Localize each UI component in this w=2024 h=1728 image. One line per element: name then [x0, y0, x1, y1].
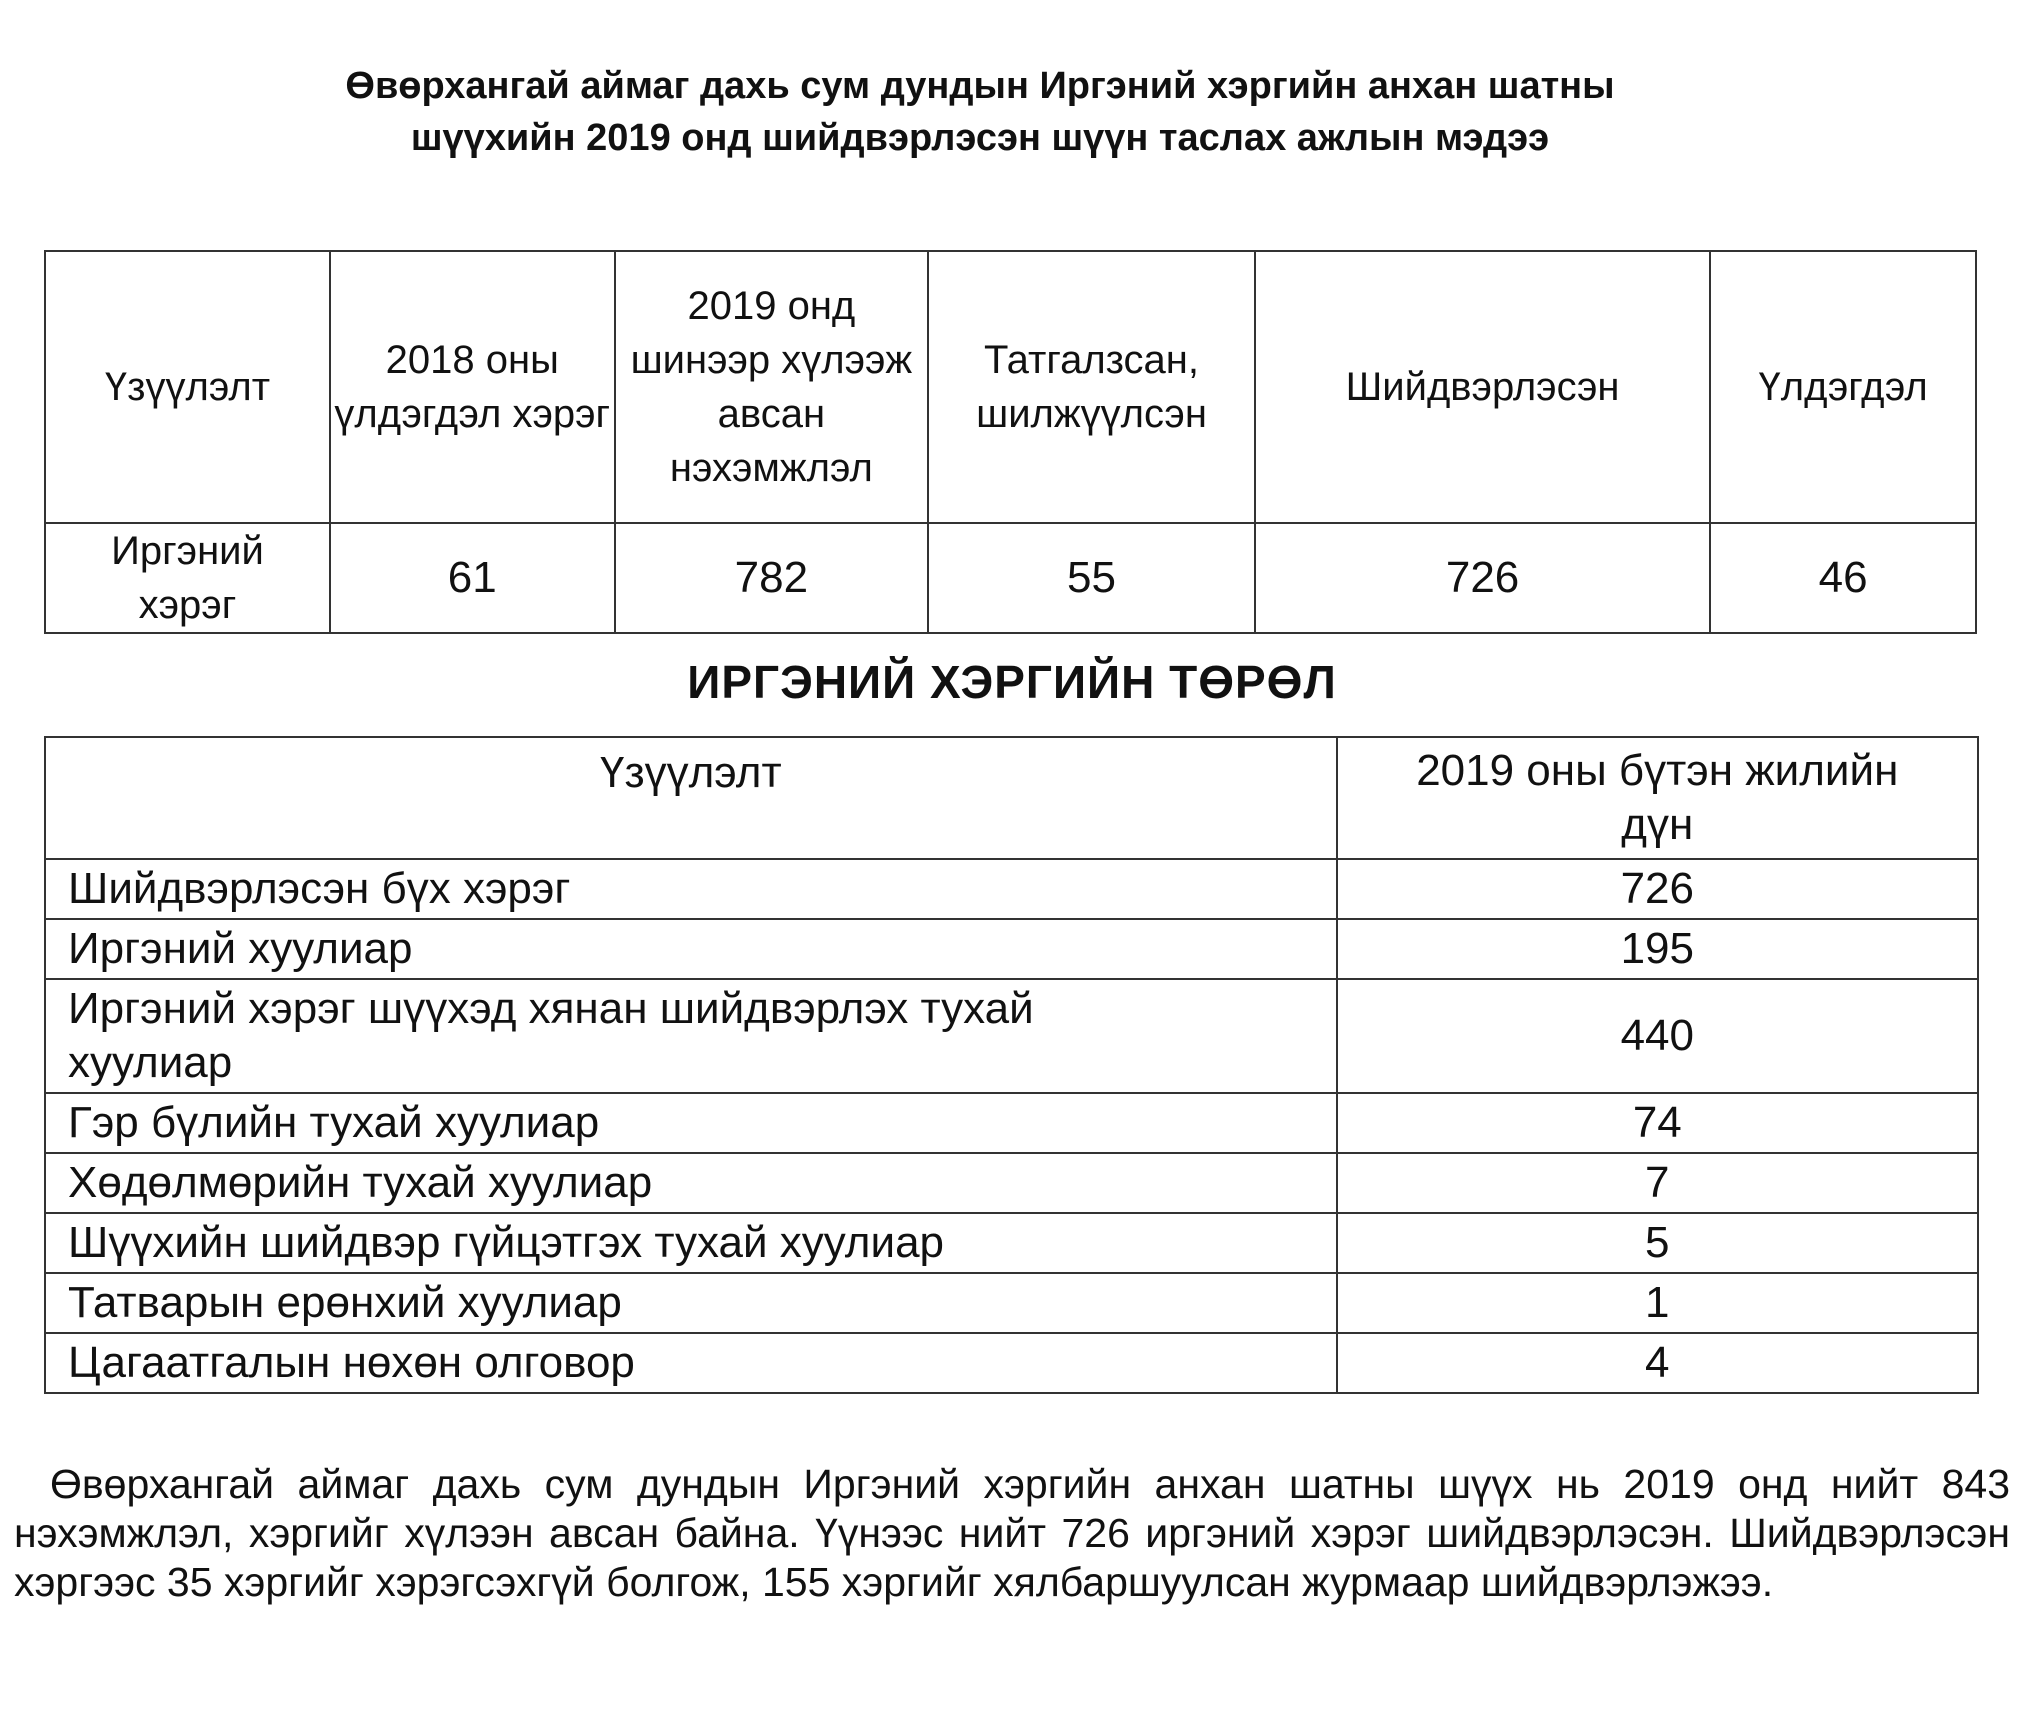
case-type-label: Шүүхийн шийдвэр гүйцэтгэх тухай хуулиар — [45, 1213, 1337, 1273]
table-row — [45, 1153, 1978, 1213]
table-row — [45, 1333, 1978, 1393]
case-type-value: 5 — [1337, 1213, 1978, 1273]
case-types-table — [44, 736, 1979, 1394]
case-type-value: 74 — [1337, 1093, 1978, 1153]
summary-header-row — [45, 251, 1976, 523]
case-type-value: 726 — [1337, 859, 1978, 919]
summary-data-row — [45, 523, 1976, 633]
case-type-value: 195 — [1337, 919, 1978, 979]
table-row — [45, 919, 1978, 979]
summary-cell-rejected: 55 — [928, 523, 1255, 633]
table-row — [45, 1213, 1978, 1273]
summary-paragraph — [14, 1460, 2010, 1607]
document-title — [0, 60, 1960, 164]
summary-cell-resolved: 726 — [1255, 523, 1710, 633]
summary-header-indicator: Үзүүлэлт — [45, 251, 330, 523]
case-types-header-total: 2019 оны бүтэн жилийн дүн — [1337, 737, 1978, 859]
table-row — [45, 1273, 1978, 1333]
table-row — [45, 1093, 1978, 1153]
case-types-header-indicator: Үзүүлэлт — [45, 737, 1337, 859]
summary-table — [44, 250, 1977, 634]
case-type-label: Цагаатгалын нөхөн олговор — [45, 1333, 1337, 1393]
case-type-label: Иргэний хуулиар — [45, 919, 1337, 979]
summary-cell-2019-received: 782 — [615, 523, 929, 633]
case-type-label: Хөдөлмөрийн тухай хуулиар — [45, 1153, 1337, 1213]
case-type-label: Гэр бүлийн тухай хуулиар — [45, 1093, 1337, 1153]
title-line-1: Өвөрхангай аймаг дахь сум дундын Иргэний хэргийн анхан шатны — [345, 65, 1615, 107]
case-type-value: 440 — [1337, 979, 1978, 1093]
summary-cell-category: Иргэний хэрэг — [45, 523, 330, 633]
table-row — [45, 979, 1978, 1093]
case-types-header-row — [45, 737, 1978, 859]
summary-header-resolved: Шийдвэрлэсэн — [1255, 251, 1710, 523]
case-type-label: Иргэний хэрэг шүүхэд хянан шийдвэрлэх тухай хуулиар — [45, 979, 1337, 1093]
case-type-label: Татварын ерөнхий хуулиар — [45, 1273, 1337, 1333]
table-row — [45, 859, 1978, 919]
summary-paragraph-text: Өвөрхангай аймаг дахь сум дундын Иргэний хэргийн анхан шатны шүүх нь 2019 онд нийт 843 нэхэмжлэл, хэргийг хүлээн авсан байна. Үүнээс нийт 726 иргэний хэрэг шийдвэрлэсэн. Шийдвэрлэсэн хэргээс 35 хэргийг хэрэгсэхгүй болгож, 155 хэргийг хялбаршуулсан журмаар шийдвэрлэжээ. — [14, 1461, 2010, 1605]
summary-header-2018-balance: 2018 оны үлдэгдэл хэрэг — [330, 251, 615, 523]
case-type-label: Шийдвэрлэсэн бүх хэрэг — [45, 859, 1337, 919]
case-types-title: ИРГЭНИЙ ХЭРГИЙН ТӨРӨЛ — [687, 656, 1337, 708]
summary-cell-remaining: 46 — [1710, 523, 1976, 633]
case-type-value: 1 — [1337, 1273, 1978, 1333]
title-line-2: шүүхийн 2019 онд шийдвэрлэсэн шүүн таслах ажлын мэдээ — [410, 117, 1550, 159]
summary-header-rejected: Татгалзсан, шилжүүлсэн — [928, 251, 1255, 523]
case-type-value: 4 — [1337, 1333, 1978, 1393]
summary-header-remaining: Үлдэгдэл — [1710, 251, 1976, 523]
case-type-value: 7 — [1337, 1153, 1978, 1213]
summary-cell-2018-balance: 61 — [330, 523, 615, 633]
summary-header-2019-received: 2019 онд шинээр хүлээж авсан нэхэмжлэл — [615, 251, 929, 523]
